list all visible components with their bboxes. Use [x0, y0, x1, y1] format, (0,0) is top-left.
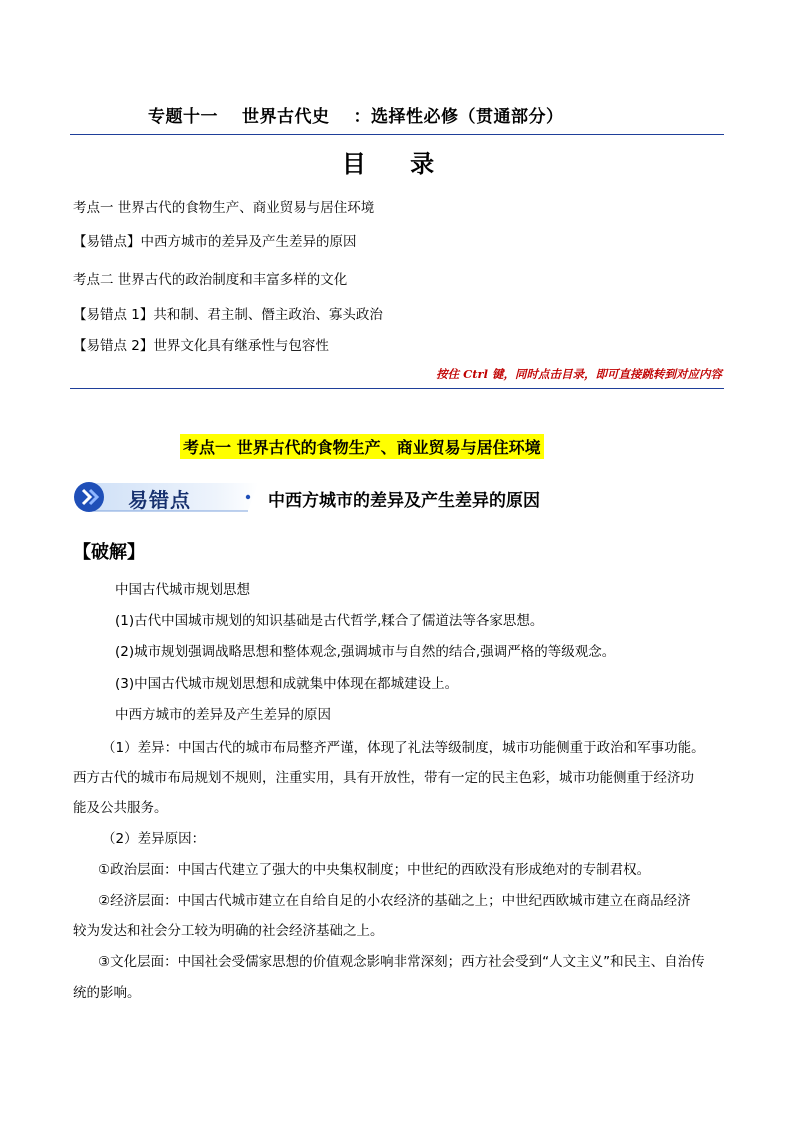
body-line: (3)中国古代城市规划思想和成就集中体现在都城建设上。 — [115, 676, 459, 692]
body-line: 较为发达和社会分工较为明确的社会经济基础之上。 — [73, 923, 384, 939]
document-header — [148, 102, 564, 127]
body-line: 统的影响。 — [73, 985, 141, 1001]
toc-item-yicuodian[interactable]: 【易错点】中西方城市的差异及产生差异的原因 — [73, 234, 357, 250]
banner-dot-icon — [246, 495, 250, 499]
body-line: (2)城市规划强调战略思想和整体观念,强调城市与自然的结合,强调严格的等级观念。 — [115, 644, 616, 660]
banner-label: 易错点 — [128, 488, 191, 512]
toc-item-yicuodian-2[interactable]: 【易错点 2】世界文化具有继承性与包容性 — [73, 338, 329, 354]
toc-title: 目 录 — [341, 150, 453, 178]
body-line: （1）差异：中国古代的城市布局整齐严谨，体现了礼法等级制度，城市功能侧重于政治和军事功能。 — [102, 740, 705, 756]
body-line: ①政治层面：中国古代建立了强大的中央集权制度；中世纪的西欧没有形成绝对的专制君权。 — [98, 862, 651, 878]
body-line: （2）差异原因： — [102, 831, 206, 847]
body-line: 中国古代城市规划思想 — [115, 582, 250, 598]
pojie-heading: 【破解】 — [73, 542, 145, 563]
body-line: ③文化层面：中国社会受儒家思想的价值观念影响非常深刻；西方社会受到“人文主义”和民主、自治传 — [98, 954, 705, 970]
toc-item-kaodian-2[interactable]: 考点二 世界古代的政治制度和丰富多样的文化 — [73, 272, 348, 288]
body-line: 能及公共服务。 — [73, 800, 168, 816]
toc-navigation-note: 按住 Ctrl 键，同时点击目录，即可直接跳转到对应内容 — [436, 367, 722, 381]
toc-rule — [70, 388, 724, 389]
section-heading: 考点一 世界古代的食物生产、商业贸易与居住环境 — [180, 434, 544, 459]
header-rule — [70, 134, 724, 135]
body-line: ②经济层面：中国古代城市建立在自给自足的小农经济的基础之上；中世纪西欧城市建立在商品经济 — [98, 893, 691, 909]
body-line: 西方古代的城市布局规划不规则，注重实用，具有开放性，带有一定的民主色彩，城市功能侧重于经济功 — [73, 770, 694, 786]
header-topic: 专题十一 — [148, 107, 218, 127]
header-subtitle: ：选择性必修（贯通部分） — [353, 107, 564, 127]
banner-topic: 中西方城市的差异及产生差异的原因 — [268, 491, 540, 511]
header-title: 世界古代史 — [242, 107, 330, 127]
body-line: (1)古代中国城市规划的知识基础是古代哲学,糅合了儒道法等各家思想。 — [115, 613, 544, 629]
toc-item-kaodian-1[interactable]: 考点一 世界古代的食物生产、商业贸易与居住环境 — [73, 200, 375, 216]
toc-item-yicuodian-1[interactable]: 【易错点 1】共和制、君主制、僭主政治、寡头政治 — [73, 307, 383, 323]
body-line: 中西方城市的差异及产生差异的原因 — [115, 707, 331, 723]
